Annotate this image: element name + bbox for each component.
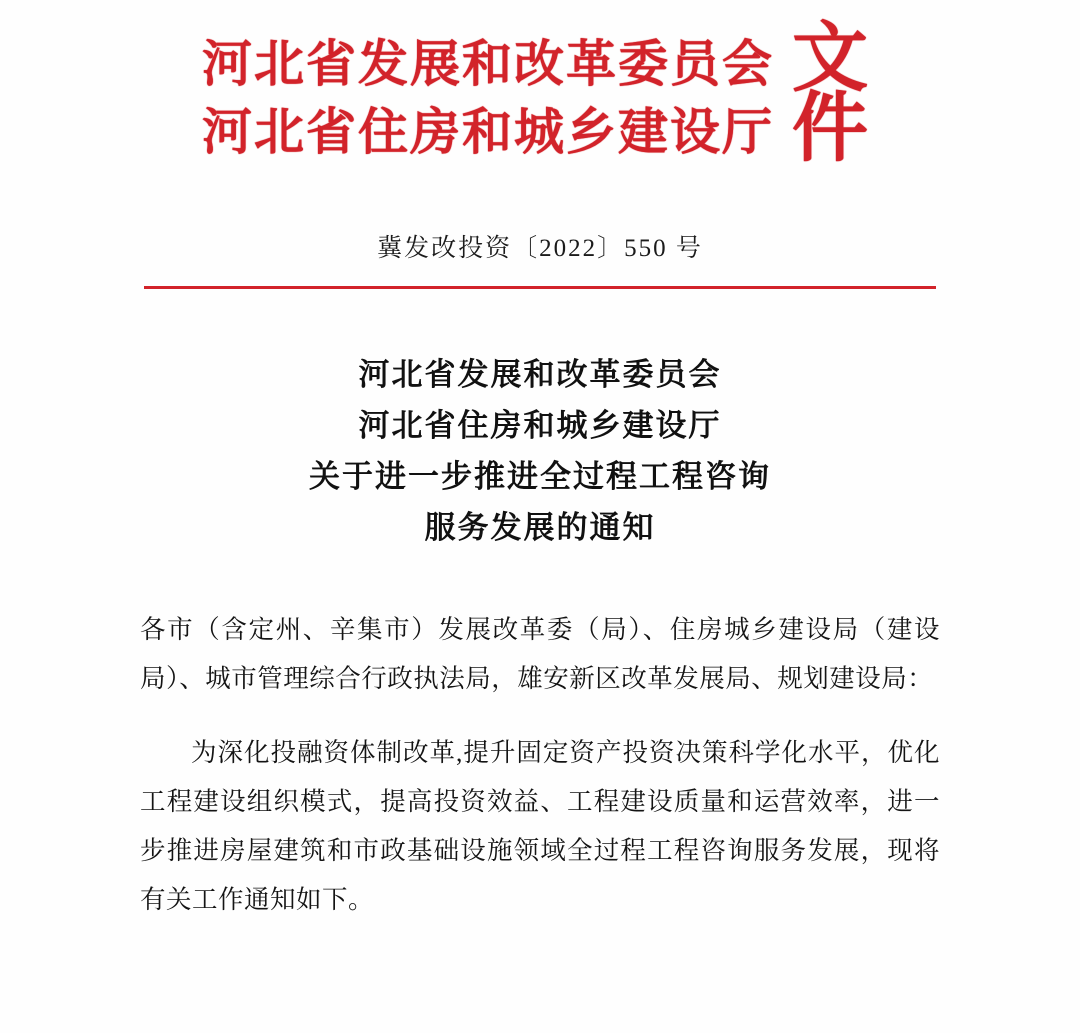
document-title: [0, 349, 1080, 554]
wenjian-char-2: 件: [792, 87, 868, 171]
document-number-block: [0, 228, 1080, 289]
body-paragraph-1: 为深化投融资体制改革,提升固定资产投资决策科学化水平，优化工程建设组织模式，提高投资效益、工程建设质量和运营效率，进一步推进房屋建筑和市政基础设施领域全过程工程咨询服务发展，现将有关工作通知如下。: [140, 737, 940, 914]
issuer-name-block: [202, 30, 774, 166]
title-line-1: 河北省发展和改革委员会: [358, 357, 722, 392]
document-masthead: [0, 0, 1080, 171]
salutation-paragraph: 各市（含定州、辛集市）发展改革委（局）、住房城乡建设局（建设局）、城市管理综合行政执法局，雄安新区改革发展局、规划建设局：: [140, 614, 940, 693]
wenjian-label: [792, 17, 868, 171]
red-divider-rule: [144, 286, 936, 289]
wenjian-char-1: 文: [792, 17, 868, 102]
issuer-line-2: 河北省住房和城乡建设厅: [202, 104, 774, 160]
issuer-line-1: 河北省发展和改革委员会: [202, 36, 774, 92]
title-line-4: 服务发展的通知: [424, 510, 656, 546]
document-body: [140, 606, 940, 925]
title-line-3: 关于进一步推进全过程工程咨询: [309, 459, 771, 495]
document-number: 冀发改投资〔2022〕550 号: [377, 235, 703, 262]
title-line-2: 河北省住房和城乡建设厅: [358, 408, 722, 444]
masthead-inner: [202, 17, 878, 171]
